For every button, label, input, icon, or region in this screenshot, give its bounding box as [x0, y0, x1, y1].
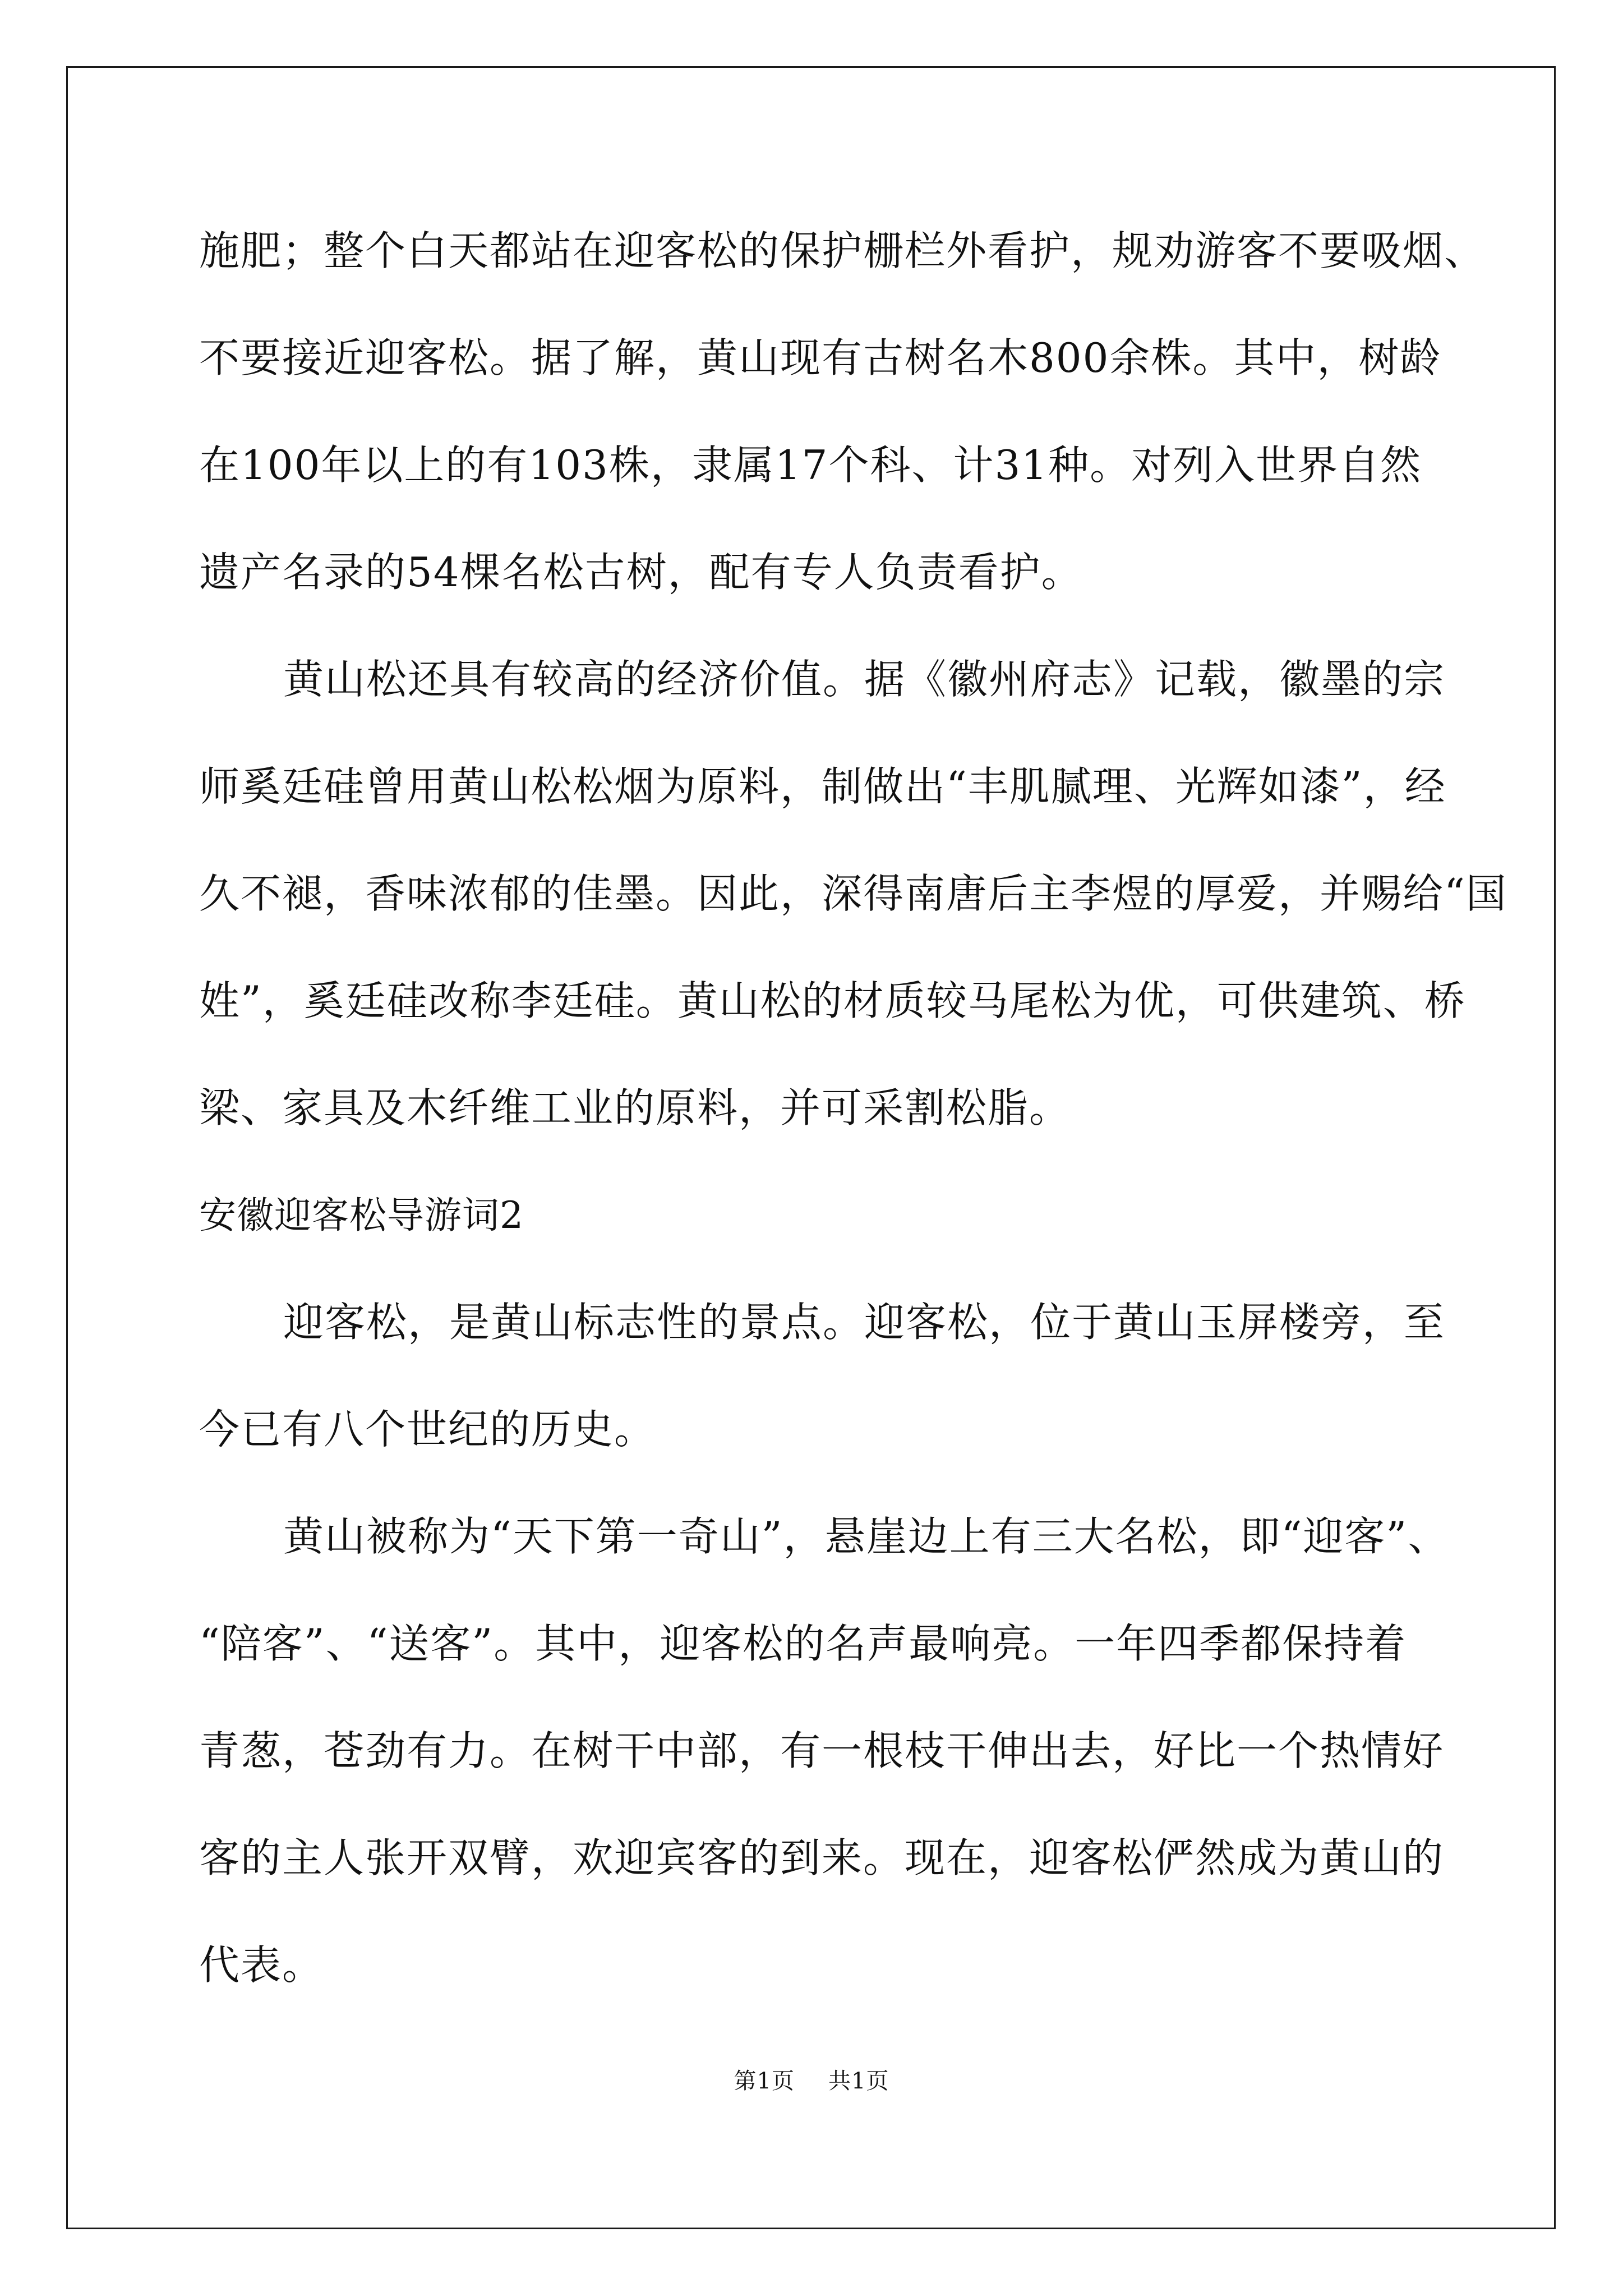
page-number: 第1页 [734, 2068, 795, 2094]
page-total: 共1页 [828, 2068, 889, 2094]
document-body [199, 197, 1507, 2019]
paragraph [199, 197, 1486, 626]
text-line: 师奚廷硅曾用黄山松松烟为原料，制做出“丰肌腻理、光辉如漆”，经 [199, 763, 1446, 810]
text-line: 梁、家具及木纤维工业的原料，并可采割松脂。 [199, 1084, 1071, 1131]
text-line: 不要接近迎客松。据了解，黄山现有古树名木800余株。其中，树龄 [199, 334, 1442, 381]
paragraph [199, 1269, 1446, 1483]
text-line: 代表。 [199, 1941, 324, 1989]
text-line: 客的主人张开双臂，欢迎宾客的到来。现在，迎客松俨然成为黄山的 [199, 1834, 1445, 1881]
text-line: 施肥；整个白天都站在迎客松的保护栅栏外看护，规劝游客不要吸烟、 [199, 227, 1486, 274]
text-line: 黄山被称为“天下第一奇山”，悬崖边上有三大名松，即“迎客”、 [283, 1513, 1450, 1560]
text-line: “陪客”、“送客”。其中，迎客松的名声最响亮。一年四季都保持着 [199, 1620, 1407, 1667]
section-heading: 安徽迎客松导游词2 [199, 1194, 524, 1237]
text-line: 在100年以上的有103株，隶属17个科、计31种。对列入世界自然 [199, 441, 1422, 489]
text-line: 遗产名录的54棵名松古树，配有专人负责看护。 [199, 549, 1083, 596]
text-line: 青葱，苍劲有力。在树干中部，有一根枝干伸出去，好比一个热情好 [199, 1727, 1445, 1774]
text-line: 黄山松还具有较高的经济价值。据《徽州府志》记载，徽墨的宗 [283, 656, 1446, 703]
text-line: 姓”，奚廷硅改称李廷硅。黄山松的材质较马尾松为优，可供建筑、桥 [199, 977, 1466, 1024]
paragraph [199, 626, 1507, 1162]
text-line: 迎客松，是黄山标志性的景点。迎客松，位于黄山玉屏楼旁，至 [283, 1299, 1446, 1346]
text-line: 久不褪，香味浓郁的佳墨。因此，深得南唐后主李煜的厚爱，并赐给“国 [199, 870, 1507, 917]
text-line: 今已有八个世纪的历史。 [199, 1406, 656, 1453]
paragraph [199, 1483, 1450, 2019]
page-footer [0, 2063, 1623, 2095]
